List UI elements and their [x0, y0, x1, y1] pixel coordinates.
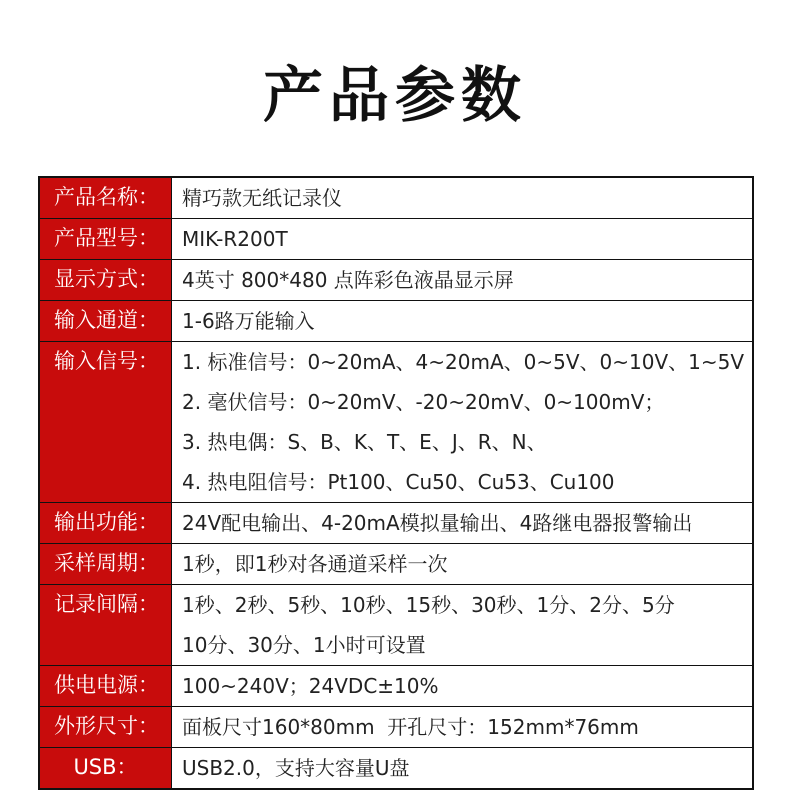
- spec-label: 产品名称：: [40, 178, 172, 218]
- spec-label: 外形尺寸：: [40, 707, 172, 747]
- spec-row-input-channels: [40, 301, 752, 342]
- spec-value-line: 2. 毫伏信号：0~20mV、-20~20mV、0~100mV；: [182, 390, 665, 414]
- spec-label: 记录间隔：: [40, 585, 172, 665]
- spec-value: 1-6路万能输入: [182, 309, 315, 333]
- spec-value-line: 3. 热电偶：S、B、K、T、E、J、R、N、: [182, 430, 547, 454]
- spec-value: [172, 585, 752, 665]
- spec-value-line: 10分、30分、1小时可设置: [182, 633, 426, 657]
- spec-value: MIK-R200T: [182, 227, 288, 251]
- spec-value: 24V配电输出、4-20mA模拟量输出、4路继电器报警输出: [182, 511, 693, 535]
- spec-row-display: [40, 260, 752, 301]
- spec-label: 显示方式：: [40, 260, 172, 300]
- spec-row-input-signals: [40, 342, 752, 503]
- page-title: 产品参数: [263, 61, 527, 131]
- spec-label: 输入通道：: [40, 301, 172, 341]
- spec-value-line: 1. 标准信号：0~20mA、4~20mA、0~5V、0~10V、1~5V: [182, 350, 745, 374]
- spec-value: 精巧款无纸记录仪: [182, 186, 342, 210]
- spec-value-line: 1秒、2秒、5秒、10秒、15秒、30秒、1分、2分、5分: [182, 593, 675, 617]
- spec-value: 1秒，即1秒对各通道采样一次: [182, 552, 448, 576]
- spec-row-usb: [40, 748, 752, 788]
- spec-table: [38, 176, 754, 790]
- spec-row-power: [40, 666, 752, 707]
- spec-value: 4英寸 800*480 点阵彩色液晶显示屏: [182, 268, 514, 292]
- spec-row-product-name: [40, 178, 752, 219]
- spec-label: USB：: [40, 748, 172, 788]
- spec-row-record-interval: [40, 585, 752, 666]
- spec-label: 供电电源：: [40, 666, 172, 706]
- spec-label: 输入信号：: [40, 342, 172, 502]
- spec-value: [172, 342, 752, 502]
- spec-row-model: [40, 219, 752, 260]
- spec-row-output: [40, 503, 752, 544]
- spec-value: 100~240V；24VDC±10%: [182, 674, 439, 698]
- spec-label: 输出功能：: [40, 503, 172, 543]
- spec-label: 采样周期：: [40, 544, 172, 584]
- spec-value: USB2.0，支持大容量U盘: [182, 756, 410, 780]
- spec-row-sampling-period: [40, 544, 752, 585]
- spec-value: 面板尺寸160*80mm 开孔尺寸：152mm*76mm: [182, 715, 639, 739]
- spec-label: 产品型号：: [40, 219, 172, 259]
- spec-row-dimensions: [40, 707, 752, 748]
- spec-value-line: 4. 热电阻信号：Pt100、Cu50、Cu53、Cu100: [182, 470, 615, 494]
